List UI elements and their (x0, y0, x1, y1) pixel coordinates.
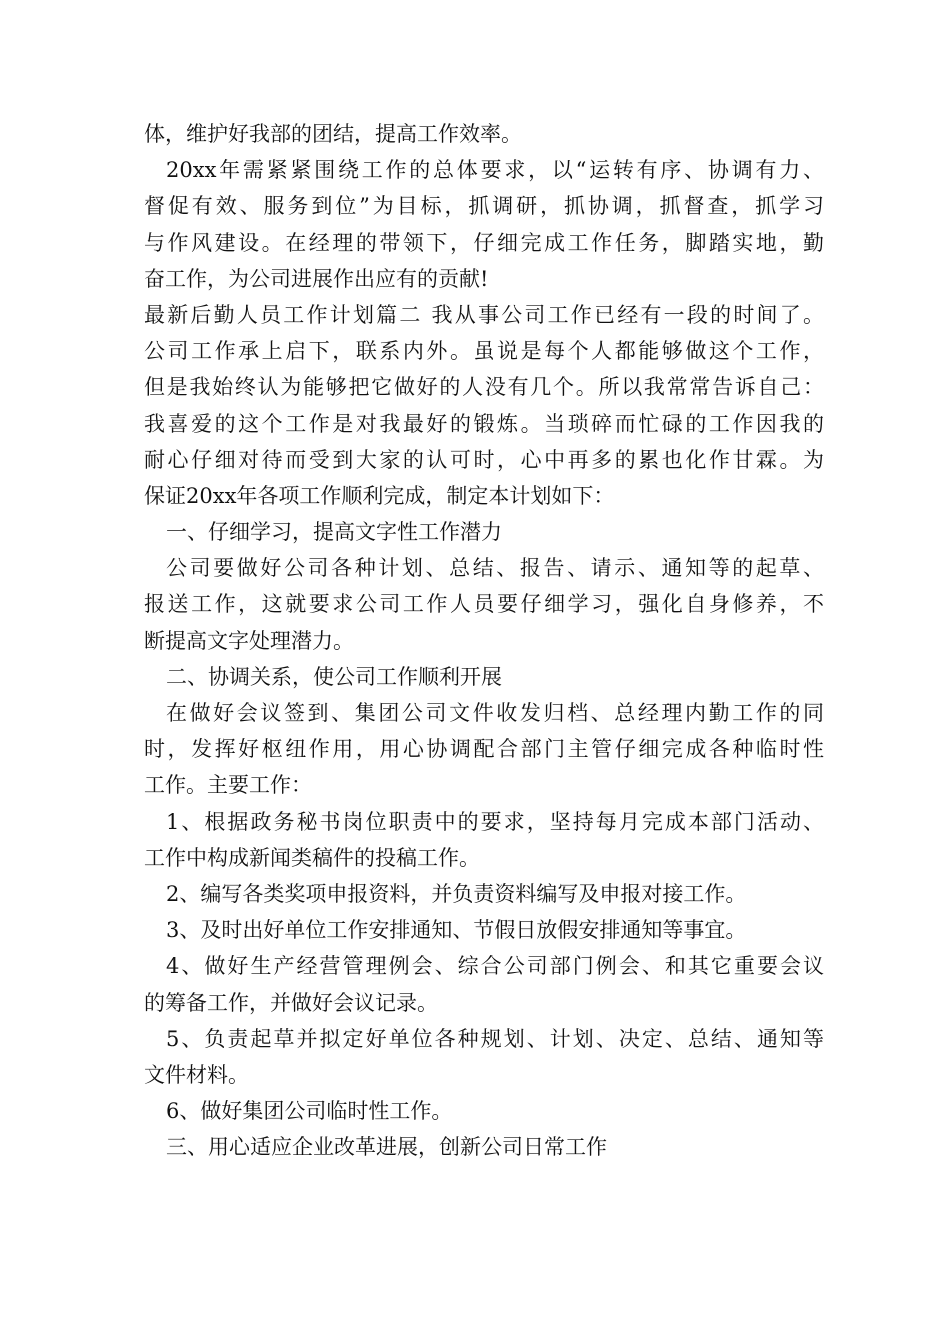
text-line: 督促有效、服务到位”为目标，抓调研，抓协调，抓督查，抓学习 (144, 194, 824, 219)
text-line: 文件材料。 (144, 1062, 249, 1087)
text-line: 公司要做好公司各种计划、总结、报告、请示、通知等的起草、 (166, 556, 824, 581)
text-line: 报送工作，这就要求公司工作人员要仔细学习，强化自身修养，不 (144, 592, 824, 617)
text-line: 1、根据政务秘书岗位职责中的要求，坚持每月完成本部门活动、 (166, 809, 824, 834)
text-line: 最新后勤人员工作计划篇二 我从事公司工作已经有一段的时间了。 (144, 302, 824, 327)
text-line: 但是我始终认为能够把它做好的人没有几个。所以我常常告诉自己： (144, 375, 824, 400)
text-line: 三、用心适应企业改革进展，创新公司日常工作 (166, 1135, 607, 1160)
text-line: 工作中构成新闻类稿件的投稿工作。 (144, 845, 480, 870)
text-line: 3、及时出好单位工作安排通知、节假日放假安排通知等事宜。 (166, 918, 747, 943)
text-line: 4、做好生产经营管理例会、综合公司部门例会、和其它重要会议 (166, 954, 824, 979)
text-line: 二、协调关系，使公司工作顺利开展 (166, 664, 502, 689)
text-line: 一、仔细学习，提高文字性工作潜力 (166, 520, 502, 545)
text-line: 奋工作，为公司进展作出应有的贡献! (144, 266, 489, 291)
text-line: 断提高文字处理潜力。 (144, 628, 354, 653)
text-line: 时，发挥好枢纽作用，用心协调配合部门主管仔细完成各种临时性 (144, 737, 824, 762)
text-line: 6、做好集团公司临时性工作。 (166, 1099, 453, 1124)
text-line: 保证20xx年各项工作顺利完成，制定本计划如下： (144, 483, 615, 508)
text-line: 在做好会议签到、集团公司文件收发归档、总经理内勤工作的同 (166, 701, 824, 725)
text-line: 2、编写各类奖项申报资料，并负责资料编写及申报对接工作。 (166, 881, 747, 906)
text-line: 工作。主要工作： (144, 773, 312, 798)
text-line: 5、负责起草并拟定好单位各种规划、计划、决定、总结、通知等 (166, 1026, 824, 1051)
text-line: 体，维护好我部的团结，提高工作效率。 (144, 122, 522, 146)
text-line: 20xx年需紧紧围绕工作的总体要求，以“运转有序、协调有力、 (166, 158, 824, 183)
text-line: 的筹备工作，并做好会议记录。 (144, 990, 438, 1015)
text-line: 耐心仔细对待而受到大家的认可时，心中再多的累也化作甘霖。为 (144, 447, 824, 472)
text-line: 我喜爱的这个工作是对我最好的锻炼。当琐碎而忙碌的工作因我的 (144, 411, 824, 436)
text-line: 与作风建设。在经理的带领下，仔细完成工作任务，脚踏实地，勤 (144, 230, 824, 255)
document-body (144, 116, 824, 1165)
text-line: 公司工作承上启下，联系内外。虽说是每个人都能够做这个工作， (144, 339, 824, 364)
